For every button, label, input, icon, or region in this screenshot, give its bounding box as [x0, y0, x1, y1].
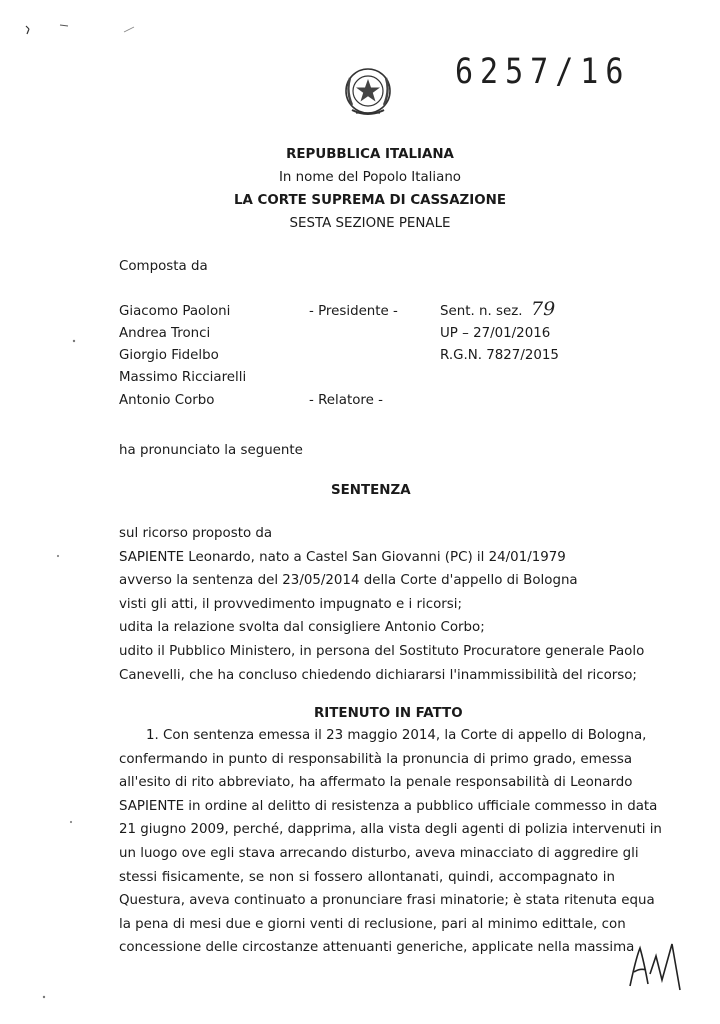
republic-heading: REPUBBLICA ITALIANA	[286, 147, 454, 162]
judge-name: Antonio Corbo	[119, 393, 215, 408]
preamble-line: Canevelli, che ha concluso chiedendo dichiararsi l'inammissibilità del ricorso;	[119, 667, 637, 683]
body-line: stessi fisicamente, se non si fossero allontanati, quindi, accompagnato in	[119, 869, 615, 885]
section-heading: SESTA SEZIONE PENALE	[289, 216, 451, 231]
stamp-number: 6257/16	[455, 52, 631, 93]
sent-number-handwritten: 79	[531, 298, 556, 320]
judge-role: - Presidente -	[309, 304, 398, 319]
in-name-line: In nome del Popolo Italiano	[278, 170, 461, 185]
rgn-number: R.G.N. 7827/2015	[440, 348, 559, 363]
judge-role: - Relatore -	[309, 393, 383, 408]
body-line: un luogo ove egli stava arrecando disturbo, aveva minacciato di aggredire gli	[119, 845, 639, 861]
section-title: RITENUTO IN FATTO	[314, 706, 463, 721]
preamble-line: udito il Pubblico Ministero, in persona del Sostituto Procuratore generale Paolo	[119, 643, 645, 659]
body-line: SAPIENTE in ordine al delitto di resistenza a pubblico ufficiale commesso in data	[119, 798, 658, 814]
sent-label: Sent. n. sez.	[440, 304, 523, 319]
judge-name: Giacomo Paoloni	[119, 304, 231, 319]
court-heading: LA CORTE SUPREMA DI CASSAZIONE	[234, 193, 506, 208]
preamble-line: SAPIENTE Leonardo, nato a Castel San Giovanni (PC) il 24/01/1979	[119, 549, 566, 565]
judge-name: Giorgio Fidelbo	[119, 348, 219, 363]
body-line: all'esito di rito abbreviato, ha affermato la penale responsabilità di Leonardo	[119, 775, 633, 791]
preamble-line: visti gli atti, il provvedimento impugnato e i ricorsi;	[119, 596, 462, 612]
pronounced-line: ha pronunciato la seguente	[119, 443, 303, 458]
composta-label: Composta da	[119, 259, 208, 274]
body-line: 21 giugno 2009, perché, dapprima, alla vista degli agenti di polizia intervenuti in	[119, 822, 662, 838]
sentenza-title: SENTENZA	[331, 483, 411, 498]
body-line: Questura, aveva continuato a pronunciare frasi minatorie; è stata ritenuta equa	[119, 893, 655, 909]
body-line: concessione delle circostanze attenuanti generiche, applicate nella massima	[119, 940, 635, 956]
preamble-line: sul ricorso proposto da	[119, 526, 273, 541]
body-line: confermando in punto di responsabilità la pronuncia di primo grado, emessa	[119, 751, 633, 767]
judge-name: Andrea Tronci	[119, 326, 211, 341]
body-line: 1. Con sentenza emessa il 23 maggio 2014, la Corte di appello di Bologna,	[146, 728, 647, 743]
preamble-line: udita la relazione svolta dal consigliere Antonio Corbo;	[119, 620, 485, 636]
body-line: la pena di mesi due e giorni venti di reclusione, pari al minimo edittale, con	[119, 916, 626, 932]
preamble-line: avverso la sentenza del 23/05/2014 della Corte d'appello di Bologna	[119, 573, 578, 589]
up-date: UP – 27/01/2016	[440, 326, 551, 341]
judge-name: Massimo Ricciarelli	[119, 370, 247, 385]
